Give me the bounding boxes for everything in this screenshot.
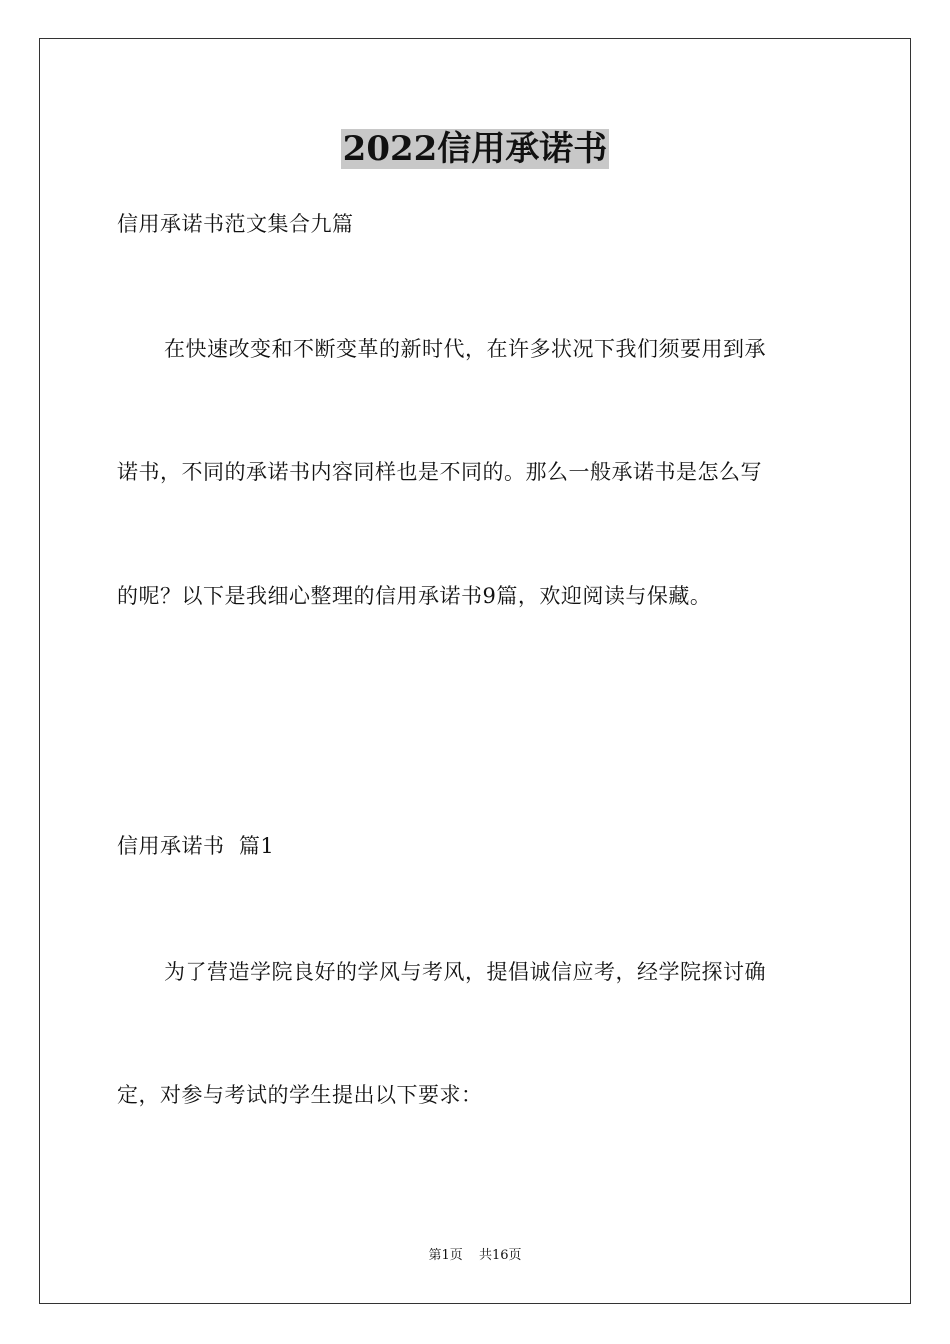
section-paragraph-line: 定，对参与考试的学生提出以下要求： bbox=[117, 1083, 483, 1107]
section-heading: 信用承诺书 篇1 bbox=[117, 834, 275, 858]
document-title bbox=[0, 126, 950, 172]
page-number: 第1页 bbox=[428, 1248, 463, 1263]
intro-paragraph-line: 诺书，不同的承诺书内容同样也是不同的。那么一般承诺书是怎么写 bbox=[117, 460, 762, 484]
document-title-text: 2022信用承诺书 bbox=[342, 129, 608, 169]
intro-paragraph-line: 的呢？以下是我细心整理的信用承诺书9篇，欢迎阅读与保藏。 bbox=[117, 584, 712, 608]
page-total: 共16页 bbox=[478, 1248, 522, 1263]
document-subtitle: 信用承诺书范文集合九篇 bbox=[117, 212, 354, 236]
page-footer bbox=[0, 1247, 950, 1265]
section-paragraph-line: 为了营造学院良好的学风与考风，提倡诚信应考，经学院探讨确 bbox=[164, 960, 766, 984]
intro-paragraph-line: 在快速改变和不断变革的新时代，在许多状况下我们须要用到承 bbox=[164, 337, 766, 361]
